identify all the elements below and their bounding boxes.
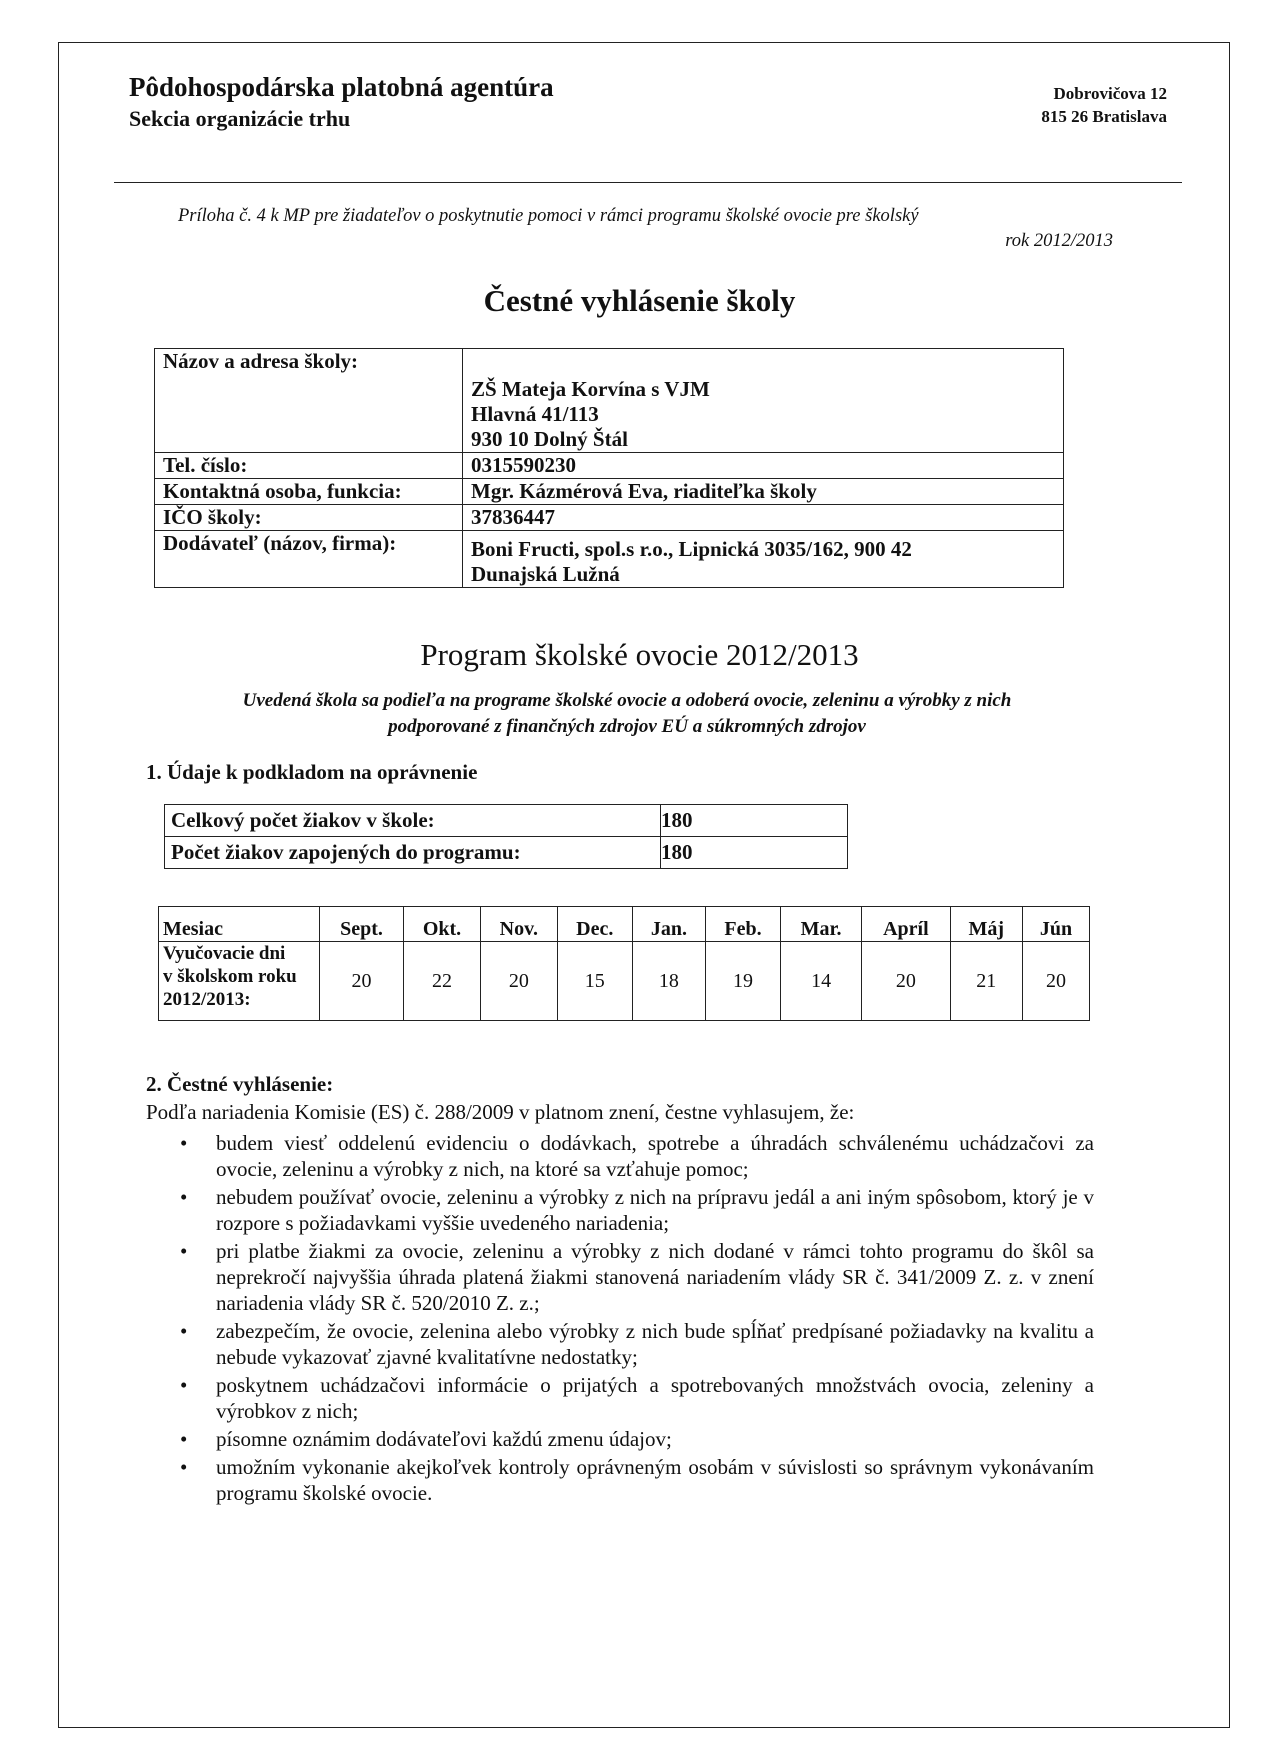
agency-name: Pôdohospodárska platobná agentúra [129, 72, 554, 102]
ico-value: 37836447 [463, 505, 1064, 531]
school-name-label: Názov a adresa školy: [155, 349, 463, 453]
annex-line1: Príloha č. 4 k MP pre žiadateľov o poskytnutie pomoci v rámci programu školské ovocie pre školský [178, 206, 919, 226]
declaration-item [180, 1318, 1094, 1370]
address-line2: 815 26 Bratislava [1041, 107, 1167, 126]
participating-students-value: 180 [661, 837, 848, 869]
participating-students-row [165, 837, 848, 869]
months-header-label: Mesiac [159, 907, 320, 942]
month-cell: Apríl [862, 907, 951, 942]
bullet-icon: • [180, 1455, 188, 1479]
days-cell: 19 [706, 942, 781, 1021]
days-cell: 15 [557, 942, 632, 1021]
month-cell: Nov. [480, 907, 557, 942]
annex-line2: rok 2012/2013 [1005, 231, 1113, 251]
declaration-list [180, 1130, 1094, 1508]
teaching-days-row [159, 942, 1090, 1021]
bullet-icon: • [180, 1131, 188, 1155]
total-students-row [165, 805, 848, 837]
agency-address [1041, 82, 1167, 128]
school-name-value [463, 349, 1064, 453]
agency-header [129, 72, 554, 134]
days-cell: 20 [320, 942, 404, 1021]
program-desc-line2: podporované z finančných zdrojov EÚ a súkromných zdrojov [388, 716, 866, 737]
teaching-days-label-line1: Vyučovacie dni [163, 943, 286, 964]
month-cell: Máj [950, 907, 1022, 942]
teaching-days-table [158, 906, 1090, 1021]
days-cell: 20 [1022, 942, 1089, 1021]
bullet-icon: • [180, 1373, 188, 1397]
ico-row [155, 505, 1064, 531]
declaration-item [180, 1454, 1094, 1506]
document-title: Čestné vyhlásenie školy [483, 283, 796, 318]
school-name-line3: 930 10 Dolný Štál [471, 427, 628, 451]
bullet-icon: • [180, 1319, 188, 1343]
month-cell: Feb. [706, 907, 781, 942]
declaration-item-text: pri platbe žiakmi za ovocie, zeleninu a výrobky z nich dodané v rámci tohto programu do škôl sa neprekročí najvyššia úhrada platená žiakmi stanovená nariadením vlády SR č. 341/2009 Z. z. v znení nariadenia vlády SR č. 520/2010 Z. z.; [216, 1239, 1094, 1315]
phone-row [155, 453, 1064, 479]
months-header-row [159, 907, 1090, 942]
supplier-label: Dodávateľ (názov, firma): [155, 531, 463, 588]
declaration-item-text: budem viesť oddelenú evidenciu o dodávkach, spotrebe a úhradách schválenému uchádzačovi za ovocie, zeleninu a výrobky z nich, na ktoré sa vzťahuje pomoc; [216, 1131, 1094, 1181]
days-cell: 14 [781, 942, 862, 1021]
month-cell: Jún [1022, 907, 1089, 942]
teaching-days-label-line3: 2012/2013: [163, 989, 251, 1010]
bullet-icon: • [180, 1427, 188, 1451]
participating-students-label: Počet žiakov zapojených do programu: [165, 837, 661, 869]
student-counts-table [164, 804, 848, 869]
declaration-item-text: písomne oznámim dodávateľovi každú zmenu údajov; [216, 1427, 672, 1451]
total-students-label: Celkový počet žiakov v škole: [165, 805, 661, 837]
month-cell: Dec. [557, 907, 632, 942]
declaration-item [180, 1184, 1094, 1236]
bullet-icon: • [180, 1185, 188, 1209]
days-cell: 22 [404, 942, 481, 1021]
month-cell: Okt. [404, 907, 481, 942]
phone-label: Tel. číslo: [155, 453, 463, 479]
declaration-item [180, 1372, 1094, 1424]
contact-row [155, 479, 1064, 505]
supplier-line1: Boni Fructi, spol.s r.o., Lipnická 3035/162, 900 42 [471, 537, 912, 561]
declaration-item-text: zabezpečím, že ovocie, zelenina alebo výrobky z nich bude spĺňať predpísané požiadavky na kvalitu a nebude vykazovať zjavné kvalitatívne nedostatky; [216, 1319, 1094, 1369]
month-cell: Jan. [632, 907, 705, 942]
address-line1: Dobrovičova 12 [1053, 84, 1167, 103]
days-cell: 20 [480, 942, 557, 1021]
program-desc-line1: Uvedená škola sa podieľa na programe školské ovocie a odoberá ovocie, zeleninu a výrobky z nich [242, 690, 1012, 711]
program-description [154, 688, 1100, 740]
school-name-line1: ZŠ Mateja Korvína s VJM [471, 377, 710, 401]
ico-label: IČO školy: [155, 505, 463, 531]
agency-section: Sekcia organizácie trhu [129, 106, 351, 131]
total-students-value: 180 [661, 805, 848, 837]
declaration-item-text: nebudem používať ovocie, zeleninu a výrobky z nich na prípravu jedál a ani iným spôsobom, ktorý je v rozpore s požiadavkami vyššie uvedeného nariadenia; [216, 1185, 1094, 1235]
school-name-row [155, 349, 1064, 453]
declaration-item-text: umožním vykonanie akejkoľvek kontroly oprávneným osobám v súvislosti so správnym vykonávaním programu školské ovocie. [216, 1455, 1094, 1505]
contact-value: Mgr. Kázmérová Eva, riaditeľka školy [463, 479, 1064, 505]
declaration-item [180, 1426, 1094, 1452]
declaration-intro: Podľa nariadenia Komisie (ES) č. 288/2009 v platnom znení, čestne vyhlasujem, že: [146, 1100, 855, 1124]
days-cell: 20 [862, 942, 951, 1021]
section1-heading: 1. Údaje k podkladom na oprávnenie [146, 760, 478, 784]
school-info-table [154, 348, 1064, 588]
declaration-item-text: poskytnem uchádzačovi informácie o prijatých a spotrebovaných množstvách ovocia, zeleniny a výrobkov z nich; [216, 1373, 1094, 1423]
bullet-icon: • [180, 1239, 188, 1263]
teaching-days-label [159, 942, 320, 1021]
supplier-line2: Dunajská Lužná [471, 562, 620, 586]
month-cell: Sept. [320, 907, 404, 942]
declaration-item [180, 1238, 1094, 1316]
annex-note [178, 204, 1113, 254]
month-cell: Mar. [781, 907, 862, 942]
days-cell: 18 [632, 942, 705, 1021]
school-name-line2: Hlavná 41/113 [471, 402, 599, 426]
contact-label: Kontaktná osoba, funkcia: [155, 479, 463, 505]
supplier-value [463, 531, 1064, 588]
declaration-item [180, 1130, 1094, 1182]
days-cell: 21 [950, 942, 1022, 1021]
header-divider [114, 182, 1182, 183]
phone-value: 0315590230 [463, 453, 1064, 479]
section2-heading: 2. Čestné vyhlásenie: [146, 1072, 334, 1096]
supplier-row [155, 531, 1064, 588]
teaching-days-label-line2: v školskom roku [163, 966, 297, 987]
program-title: Program školské ovocie 2012/2013 [420, 637, 859, 672]
